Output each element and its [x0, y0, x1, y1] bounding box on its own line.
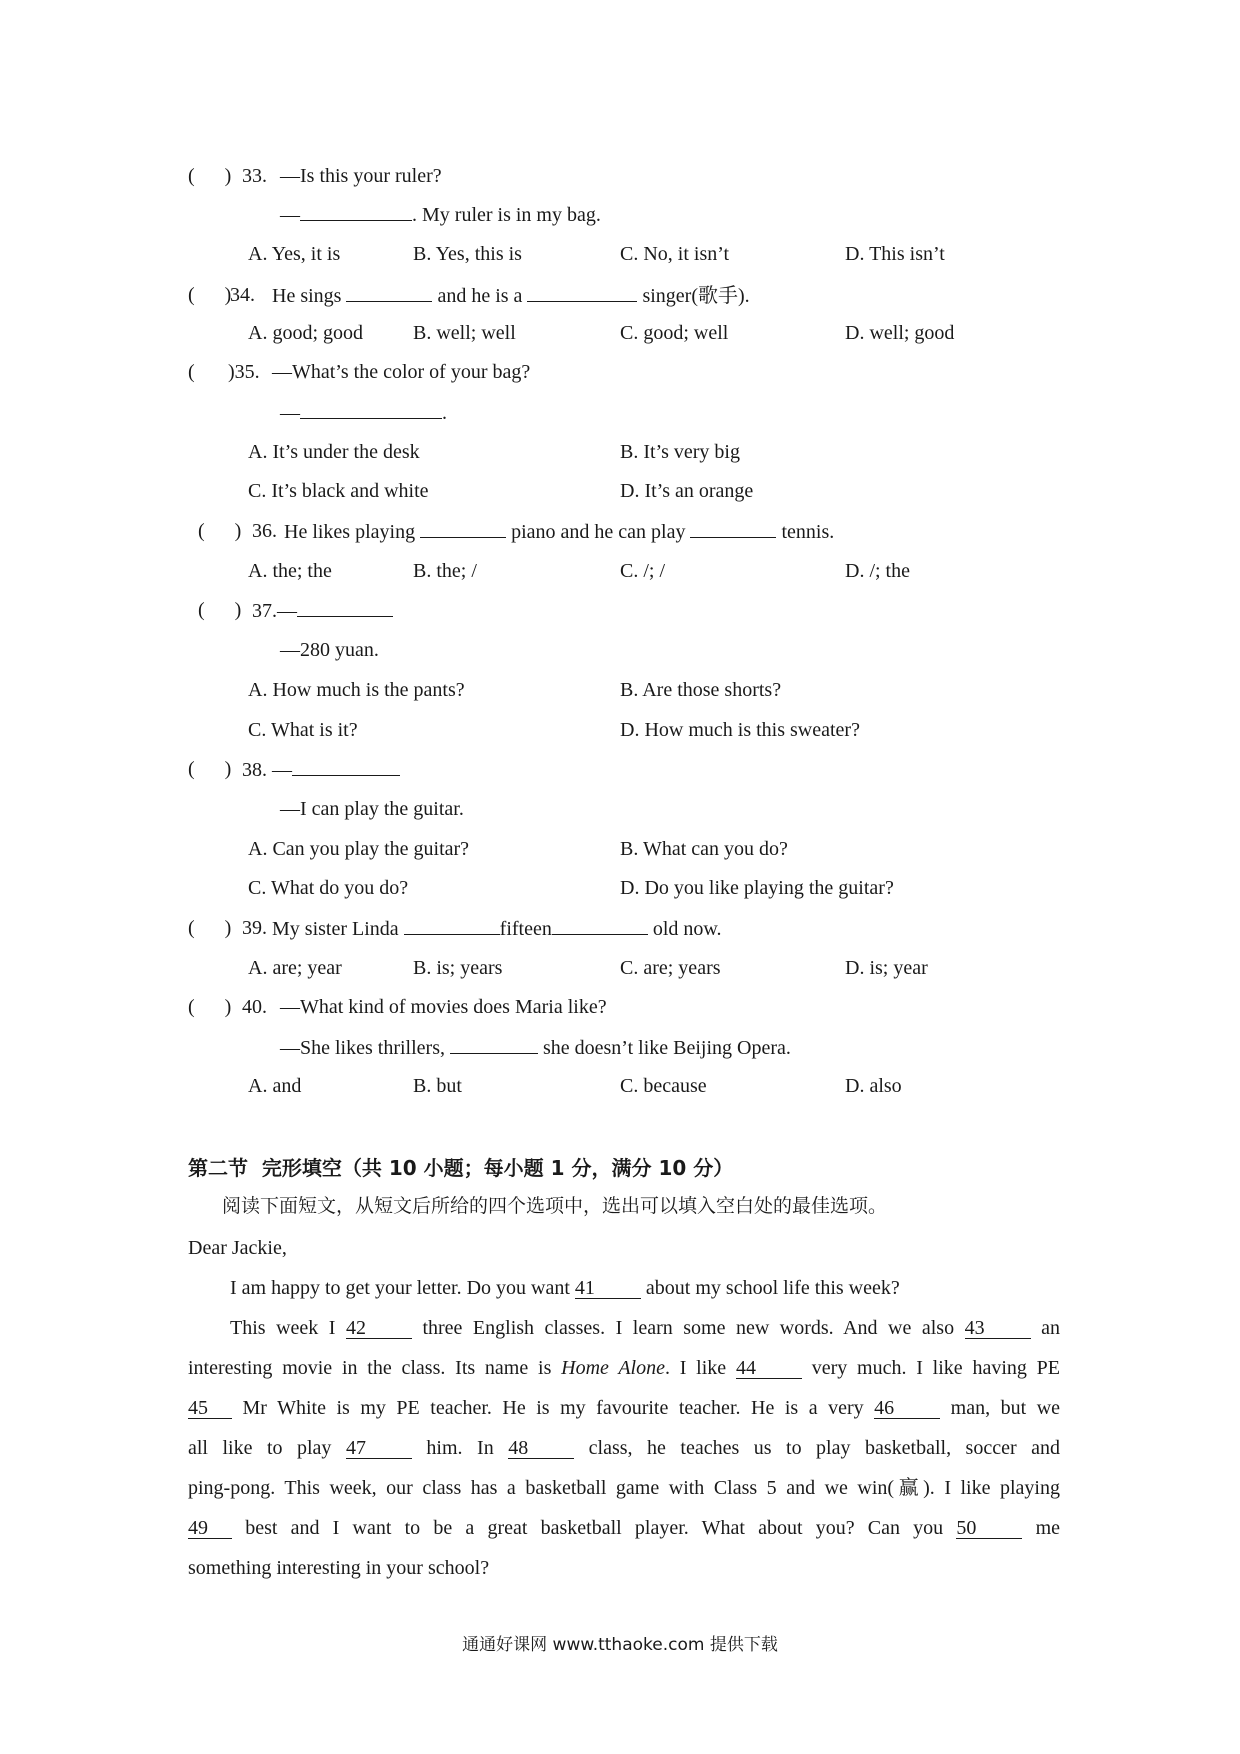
question-stem: My sister Linda fifteen old now. — [272, 918, 722, 940]
option-a: A. Can you play the guitar? — [248, 838, 470, 860]
question-line2: — . My ruler is in my bag. — [280, 204, 601, 226]
cloze-blank-43[interactable]: 43 — [965, 1318, 1031, 1339]
movie-title: Home Alone — [561, 1357, 665, 1379]
option-a: A. Yes, it is — [248, 243, 341, 265]
option-a: A. good; good — [248, 322, 363, 344]
answer-blank — [300, 202, 412, 221]
answer-blank — [346, 283, 432, 302]
answer-blank — [450, 1035, 538, 1054]
passage-line: This week I 42 three English classes. I learn some new words. And we also 43 an — [230, 1317, 1060, 1339]
option-d: D. How much is this sweater? — [620, 719, 860, 741]
cloze-blank-48[interactable]: 48 — [508, 1438, 574, 1459]
option-c: C. What is it? — [248, 719, 358, 741]
passage-line: I am happy to get your letter. Do you want 41 about my school life this week? — [230, 1277, 900, 1299]
answer-bracket[interactable]: ( ) — [198, 599, 242, 621]
section-title: 第二节 完形填空（共 10 小题；每小题 1 分，满分 10 分） — [188, 1156, 734, 1180]
question-number: 40. — [242, 996, 267, 1018]
option-d: D. also — [845, 1075, 902, 1097]
option-d: D. This isn’t — [845, 243, 945, 265]
option-b: B. is; years — [413, 957, 503, 979]
option-b: B. It’s very big — [620, 441, 740, 463]
page-footer: 通通好课网 www.tthaoke.com 提供下载 — [462, 1635, 778, 1655]
cloze-blank-41[interactable]: 41 — [575, 1278, 641, 1299]
answer-blank — [527, 283, 637, 302]
answer-blank — [300, 400, 442, 419]
question-number: 38. — — [242, 757, 400, 782]
question-line2: —She likes thrillers, she doesn’t like Beijing Opera. — [280, 1037, 791, 1059]
question-stem: He sings and he is a singer(歌手). — [272, 285, 750, 307]
option-c: C. good; well — [620, 322, 729, 344]
option-a: A. are; year — [248, 957, 342, 979]
question-number: )35. — [228, 361, 260, 383]
option-b: B. the; / — [413, 560, 477, 582]
cloze-blank-50[interactable]: 50 — [956, 1518, 1022, 1539]
question-stem: —Is this your ruler? — [280, 165, 442, 187]
answer-blank — [552, 916, 648, 935]
question-number: 37.— — [252, 598, 393, 623]
cloze-blank-46[interactable]: 46 — [874, 1398, 940, 1419]
option-c: C. /; / — [620, 560, 666, 582]
answer-bracket[interactable]: ( ) — [188, 165, 232, 187]
answer-blank — [420, 519, 506, 538]
option-d: D. It’s an orange — [620, 480, 754, 502]
question-line2: — . — [280, 402, 447, 424]
question-number: 39. — [242, 917, 267, 939]
cloze-blank-45[interactable]: 45 — [188, 1398, 232, 1419]
reply-line: —280 yuan. — [280, 639, 379, 661]
answer-blank — [690, 519, 776, 538]
reply-line: —I can play the guitar. — [280, 798, 464, 820]
question-number: 36. — [252, 520, 277, 542]
option-d: D. well; good — [845, 322, 955, 344]
answer-bracket[interactable]: ( ) — [188, 996, 232, 1018]
question-stem: —What kind of movies does Maria like? — [280, 996, 607, 1018]
option-c: C. are; years — [620, 957, 721, 979]
passage-line: ping-pong. This week, our class has a basketball game with Class 5 and we win(赢). I like playing — [188, 1477, 1060, 1499]
answer-blank — [297, 598, 393, 617]
passage-line: 49 best and I want to be a great basketball player. What about you? Can you 50 me — [188, 1517, 1060, 1539]
option-c: C. No, it isn’t — [620, 243, 730, 265]
cloze-blank-42[interactable]: 42 — [346, 1318, 412, 1339]
option-a: A. the; the — [248, 560, 332, 582]
passage-line: 45 Mr White is my PE teacher. He is my favourite teacher. He is a very 46 man, but we — [188, 1397, 1061, 1419]
question-number: 34. — [230, 284, 255, 306]
option-b: B. but — [413, 1075, 462, 1097]
question-stem: —What’s the color of your bag? — [272, 361, 531, 383]
option-a: A. How much is the pants? — [248, 679, 465, 701]
answer-blank — [404, 916, 500, 935]
option-c: C. What do you do? — [248, 877, 409, 899]
option-b: B. What can you do? — [620, 838, 788, 860]
option-a: A. and — [248, 1075, 302, 1097]
cloze-blank-44[interactable]: 44 — [736, 1358, 802, 1379]
option-c: C. because — [620, 1075, 707, 1097]
answer-bracket[interactable]: ( ) — [188, 917, 232, 939]
passage-line: something interesting in your school? — [188, 1557, 490, 1579]
passage-line: all like to play 47 him. In 48 class, he teaches us to play basketball, soccer and — [188, 1437, 1060, 1459]
option-d: D. /; the — [845, 560, 910, 582]
option-c: C. It’s black and white — [248, 480, 429, 502]
option-b: B. well; well — [413, 322, 516, 344]
passage-line: interesting movie in the class. Its name is Home Alone. I like 44 very much. I like having PE — [188, 1357, 1060, 1379]
section-instruction: 阅读下面短文，从短文后所给的四个选项中，选出可以填入空白处的最佳选项。 — [222, 1195, 888, 1217]
answer-bracket[interactable]: ( ) — [198, 520, 242, 542]
answer-bracket[interactable]: ( ) — [188, 284, 232, 306]
cloze-blank-47[interactable]: 47 — [346, 1438, 412, 1459]
cloze-blank-49[interactable]: 49 — [188, 1518, 232, 1539]
passage-greeting: Dear Jackie, — [188, 1237, 287, 1259]
answer-blank — [292, 757, 400, 776]
option-a: A. It’s under the desk — [248, 441, 420, 463]
question-number: 33. — [242, 165, 267, 187]
question-stem: He likes playing piano and he can play tennis. — [284, 521, 835, 543]
cloze-passage — [188, 1228, 1060, 1588]
option-b: B. Are those shorts? — [620, 679, 782, 701]
option-d: D. Do you like playing the guitar? — [620, 877, 894, 899]
answer-bracket[interactable]: ( ) — [188, 758, 232, 780]
answer-bracket[interactable]: ( — [188, 361, 225, 383]
option-b: B. Yes, this is — [413, 243, 522, 265]
option-d: D. is; year — [845, 957, 928, 979]
